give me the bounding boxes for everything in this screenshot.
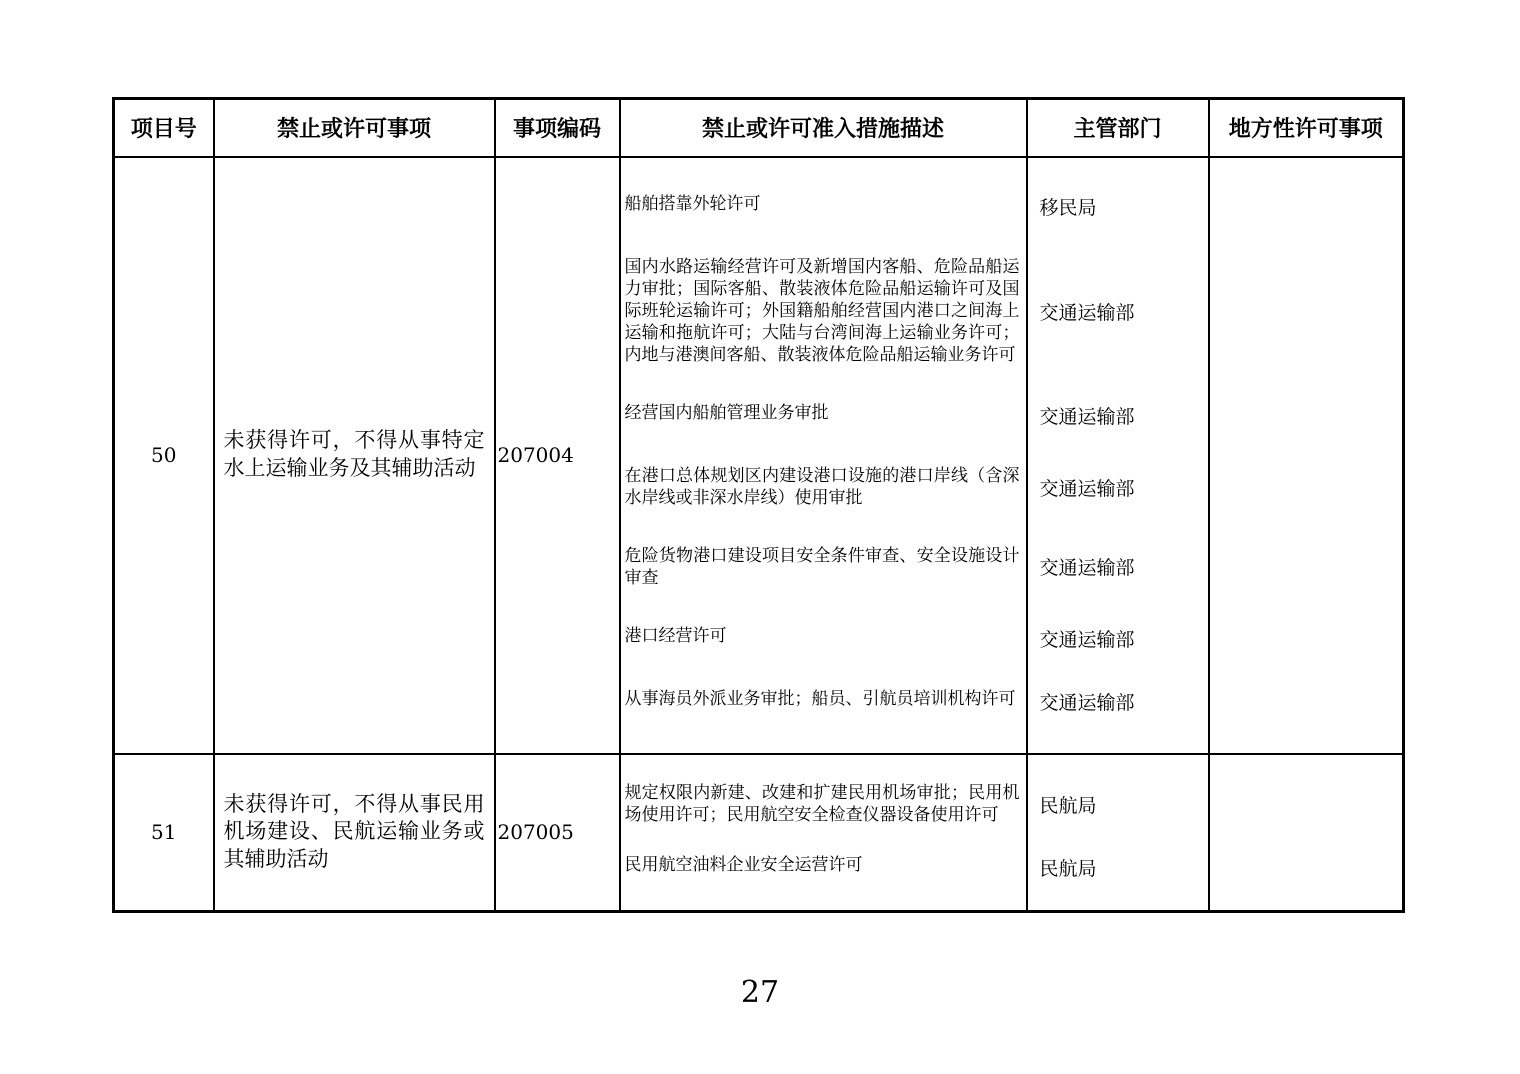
measure-description: 船舶搭靠外轮许可: [624, 194, 761, 215]
col-header-item-no: 项目号: [114, 99, 214, 157]
measure-description: 规定权限内新建、改建和扩建民用机场审批；民用机场使用许可；民用航空安全检查仪器设备使用许可: [624, 783, 1020, 826]
matter-cell: 未获得许可，不得从事民用机场建设、民航运输业务或其辅助活动: [214, 754, 495, 912]
measure-description: 民用航空油料企业安全运营许可: [624, 854, 863, 875]
measure-department: 民航局: [1039, 794, 1097, 817]
measure-description: 危险货物港口建设项目安全条件审查、安全设施设计审查: [624, 545, 1020, 588]
measure-description: 在港口总体规划区内建设港口设施的港口岸线（含深水岸线或非深水岸线）使用审批: [624, 466, 1020, 508]
table-row: [114, 754, 1404, 912]
measure-description: 港口经营许可: [624, 625, 727, 646]
measure-description: 从事海员外派业务审批；船员、引航员培训机构许可: [624, 688, 1016, 709]
local-permit-cell: [1209, 157, 1404, 754]
measure-description: 国内水路运输经营许可及新增国内客船、危险品船运力审批；国际客船、散装液体危险品船运输许可及国际班轮运输许可；外国籍船舶经营国内港口之间海上运输和拖航许可；大陆与台湾间海上运输业务许可；内地与港澳间客船、散装液体危险品船运输业务许可: [624, 257, 1020, 366]
col-header-measure-description: 禁止或许可准入措施描述: [620, 99, 1027, 157]
col-header-department: 主管部门: [1027, 99, 1209, 157]
col-header-local-permit: 地方性许可事项: [1209, 99, 1404, 157]
measures-cell: [620, 157, 1209, 754]
item-no-cell: 51: [114, 754, 214, 912]
measures-list: [621, 755, 1208, 909]
measure-department: 交通运输部: [1039, 406, 1135, 429]
measure-department: 交通运输部: [1039, 477, 1135, 500]
permit-table: [112, 97, 1405, 913]
measures-list: [621, 158, 1208, 751]
measures-cell: [620, 754, 1209, 912]
measure-department: 交通运输部: [1039, 557, 1135, 580]
matter-cell: 未获得许可，不得从事特定水上运输业务及其辅助活动: [214, 157, 495, 754]
measure-department: 交通运输部: [1039, 691, 1135, 714]
code-cell: 207005: [495, 754, 620, 912]
page-number: 27: [740, 975, 780, 1010]
measure-department: 交通运输部: [1039, 628, 1135, 651]
col-header-matter: 禁止或许可事项: [214, 99, 495, 157]
local-permit-cell: [1209, 754, 1404, 912]
table-row: [114, 157, 1404, 754]
header-row: [114, 99, 1404, 157]
measure-department: 民航局: [1039, 857, 1097, 880]
measure-department: 交通运输部: [1039, 301, 1135, 324]
col-header-code: 事项编码: [495, 99, 620, 157]
item-no-cell: 50: [114, 157, 214, 754]
measure-description: 经营国内船舶管理业务审批: [624, 403, 829, 424]
measure-department: 移民局: [1039, 197, 1097, 220]
code-cell: 207004: [495, 157, 620, 754]
